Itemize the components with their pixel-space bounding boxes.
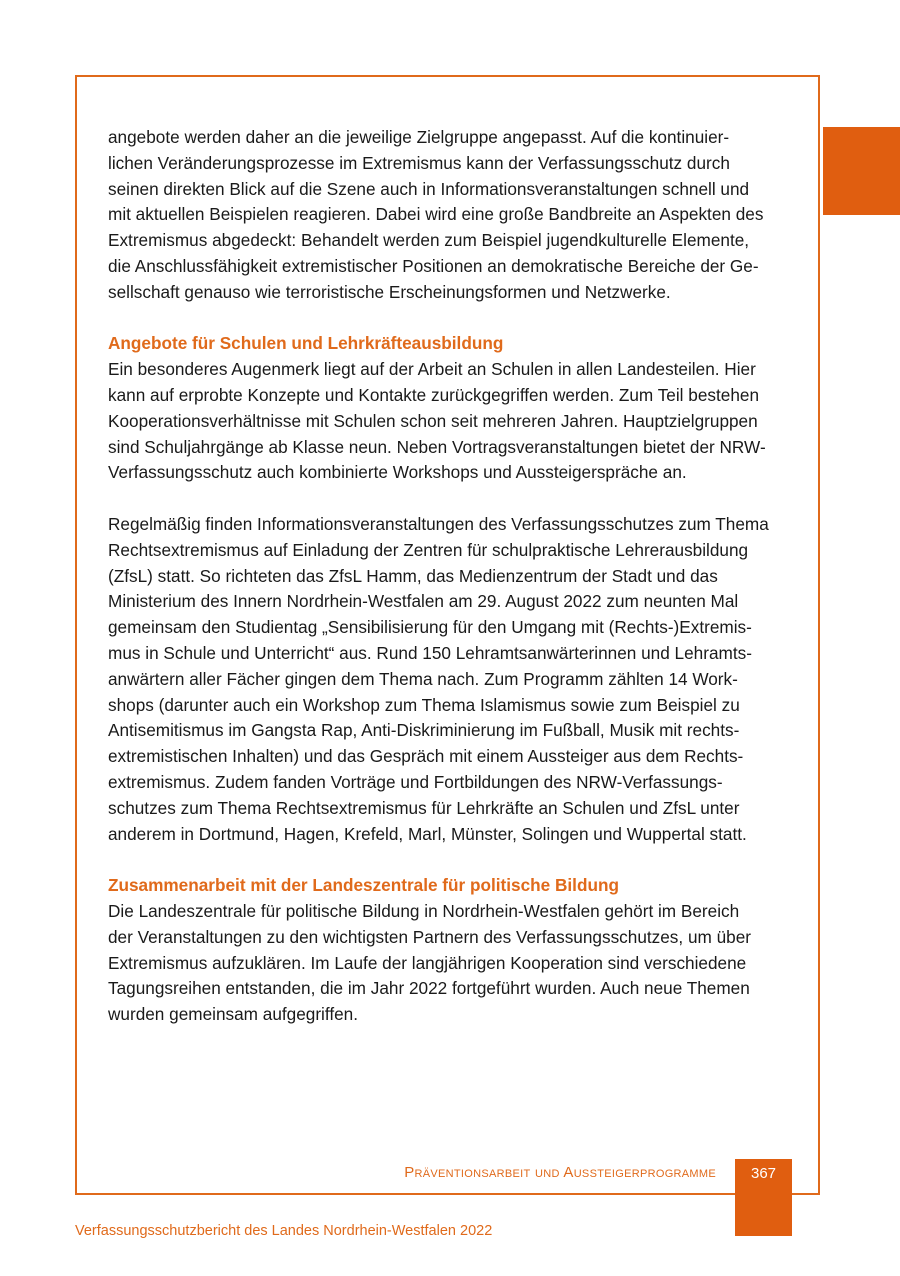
paragraph-gap: [108, 306, 798, 332]
paragraph-4: Die Landeszentrale für politische Bildung in Nordrhein-Westfalen gehört im Bereich der Veranstaltungen zu den wichtigsten Partnern des Verfassungsschutzes, um über Extremismus aufzuklären. Im Laufe der langjährigen Kooperation sind verschiedene Tagungsreihen entstanden, die im Jahr 2022 fortgeführt wurden. Auch neue Themen wurden gemeinsam aufgegriffen.: [108, 900, 752, 1025]
document-title-footer: Verfassungsschutzbericht des Landes Nordrhein-Westfalen 2022: [75, 1223, 493, 1239]
paragraph-gap: [108, 486, 798, 512]
section-heading-schools: Angebote für Schulen und Lehrkräfteausbildung: [108, 333, 504, 354]
section-heading-landeszentrale: Zusammenarbeit mit der Landeszentrale für politische Bildung: [108, 875, 619, 896]
paragraph-3: Regelmäßig finden Informationsveranstaltungen des Verfassungsschutzes zum Thema Rechtsextremismus auf Einladung der Zentren für schulpraktische Lehrerausbildung (ZfsL) statt. So richteten das ZfsL Hamm, das Medienzentrum der Stadt und das Ministerium des Innern Nordrhein-Westfalen am 29. August 2022 zum neunten Mal gemeinsam den Studientag „Sensibilisierung für den Umgang mit (Rechts-)Extremis- mus in Schule und Unterricht“ aus. Rund 150 Lehramtsanwärterinnen und Lehramts- anwärtern aller Fächer gingen dem Thema nach. Zum Programm zählten 14 Work- shops (darunter auch ein Workshop zum Thema Islamismus sowie zum Beispiel zu Antisemitismus im Gangsta Rap, Anti-Diskriminierung im Fußball, Musik mit rechts- extremistischen Inhalten) und das Gespräch mit einem Aussteiger aus dem Rechts- extremismus. Zudem fanden Vorträge und Fortbildungen des NRW-Verfassungs- schutzes zum Thema Rechtsextremismus für Lehrkräfte an Schulen und ZfsL unter anderem in Dortmund, Hagen, Krefeld, Marl, Münster, Solingen und Wuppertal statt.: [108, 513, 769, 844]
paragraph-2: Ein besonderes Augenmerk liegt auf der Arbeit an Schulen in allen Landesteilen. Hier kann auf erprobte Konzepte und Kontakte zurückgegriffen werden. Zum Teil bestehen Kooperationsverhältnisse mit Schulen schon seit mehreren Jahren. Hauptzielgruppen sind Schuljahrgänge ab Klasse neun. Neben Vortragsveranstaltungen bietet der NRW- Verfassungsschutz auch kombinierte Workshops und Aussteigerspräche an.: [108, 359, 766, 483]
page-number-box: [735, 1159, 792, 1236]
page-number: 367: [750, 1165, 777, 1182]
chapter-tab: [823, 127, 900, 215]
paragraph-gap: [108, 847, 798, 873]
running-section-title: Präventionsarbeit und Aussteigerprogramme: [404, 1164, 716, 1181]
paragraph-1: angebote werden daher an die jeweilige Zielgruppe angepasst. Auf die kontinuier- lichen Veränderungsprozesse im Extremismus kann der Verfassungsschutz durch seinen direkten Blick auf die Szene auch in Informationsveranstaltungen schnell und mit aktuellen Beispielen reagieren. Dabei wird eine große Bandbreite an Aspekten des Extremismus abgedeckt: Behandelt werden zum Beispiel jugendkulturelle Elemente, die Anschlussfähigkeit extremistischer Positionen an demokratische Bereiche der Ge- sellschaft genauso wie terroristische Erscheinungsformen und Netzwerke.: [108, 127, 764, 302]
main-content: [108, 125, 798, 1028]
